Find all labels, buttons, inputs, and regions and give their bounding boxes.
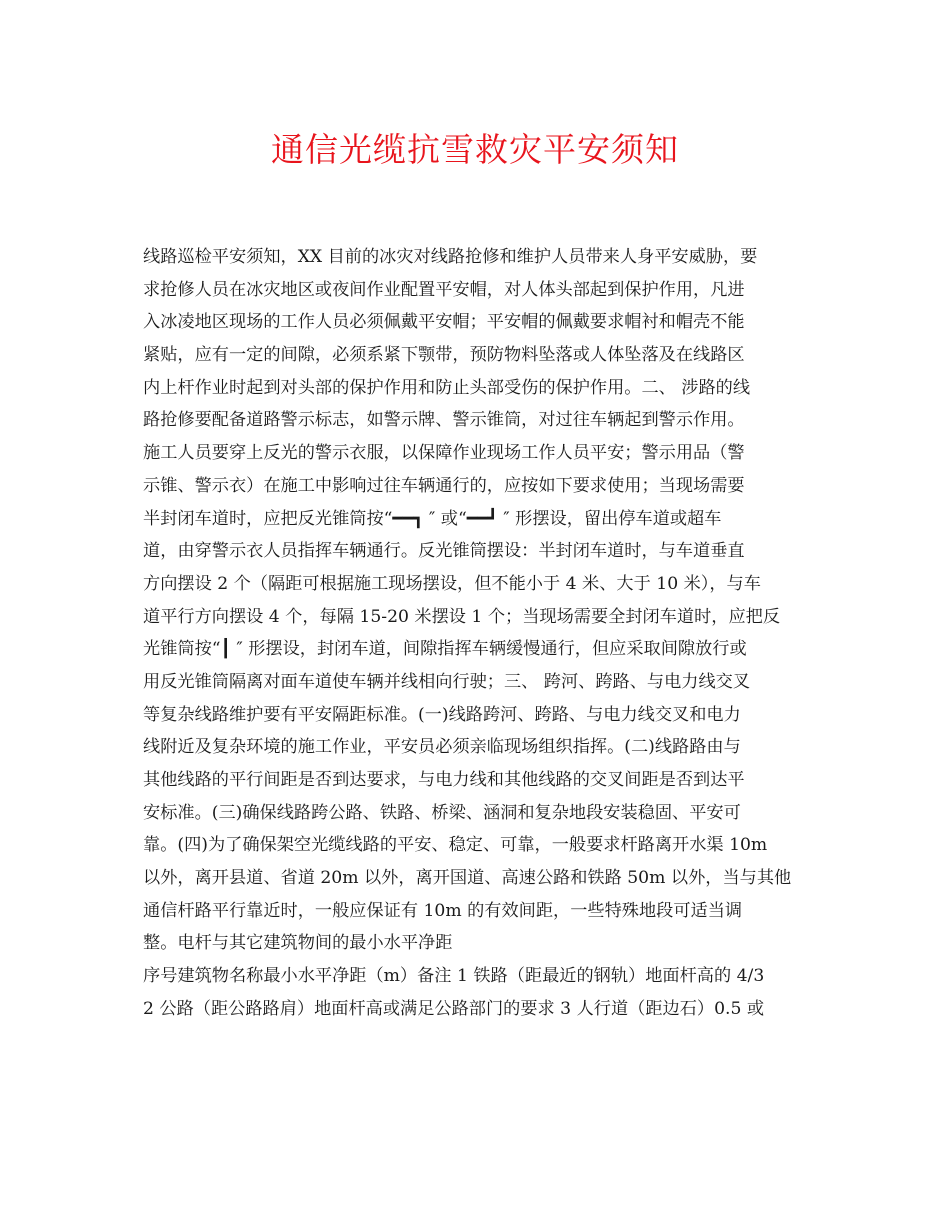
body-line: 路抢修要配备道路警示标志，如警示牌、警示锥筒，对过往车辆起到警示作用。 — [143, 410, 745, 431]
body-line: 线附近及复杂环境的施工作业，平安员必须亲临现场组织指挥。(二)线路路由与 — [143, 737, 741, 758]
body-line: 序号建筑物名称最小水平净距（m）备注 1 铁路（距最近的钢轨）地面杆高的 4/3 — [143, 966, 765, 987]
body-line: 整。电杆与其它建筑物间的最小水平净距 — [143, 933, 453, 954]
body-line: 内上杆作业时起到对头部的保护作用和防止头部受伤的保护作用。二、 涉路的线 — [143, 377, 751, 398]
body-line: 紧贴，应有一定的间隙，必须系紧下颚带，预防物料坠落或人体坠落及在线路区 — [143, 345, 745, 366]
document-body — [143, 241, 808, 1026]
body-line: 等复杂线路维护要有平安隔距标准。(一)线路跨河、跨路、与电力线交叉和电力 — [143, 704, 741, 725]
body-line: 半封闭车道时，应把反光锥筒按“━━┓ ″ 或“━━┛ ″ 形摆设，留出停车道或超车 — [143, 508, 722, 529]
body-line: 施工人员要穿上反光的警示衣服，以保障作业现场工作人员平安；警示用品（警 — [143, 443, 745, 464]
document-title: 通信光缆抗雪救灾平安须知 — [271, 130, 679, 169]
body-line: 示锥、警示衣）在施工中影响过往车辆通行的，应按如下要求使用；当现场需要 — [143, 475, 745, 496]
body-line: 2 公路（距公路路肩）地面杆高或满足公路部门的要求 3 人行道（距边石）0.5 或 — [143, 998, 765, 1019]
body-line: 道，由穿警示衣人员指挥车辆通行。反光锥筒摆设：半封闭车道时，与车道垂直 — [143, 541, 745, 562]
body-line: 线路巡检平安须知，XX 目前的冰灾对线路抢修和维护人员带来人身平安威胁，要 — [143, 247, 758, 267]
body-line: 光锥筒按“┃ ″ 形摆设，封闭车道，间隙指挥车辆缓慢通行，但应采取间隙放行或 — [143, 639, 747, 660]
body-line: 入冰凌地区现场的工作人员必须佩戴平安帽；平安帽的佩戴要求帽衬和帽壳不能 — [143, 312, 745, 333]
body-line: 用反光锥筒隔离对面车道使车辆并线相向行驶；三、 跨河、跨路、与电力线交叉 — [143, 671, 751, 692]
body-line: 方向摆设 2 个（隔距可根据施工现场摆设，但不能小于 4 米、大于 10 米），与车 — [143, 573, 761, 594]
body-line: 靠。(四)为了确保架空光缆线路的平安、稳定、可靠，一般要求杆路离开水渠 10m — [143, 835, 768, 856]
body-line: 道平行方向摆设 4 个，每隔 15-20 米摆设 1 个；当现场需要全封闭车道时，应把反 — [143, 606, 781, 627]
body-line: 其他线路的平行间距是否到达要求，与电力线和其他线路的交叉间距是否到达平 — [143, 770, 745, 790]
body-line: 求抢修人员在冰灾地区或夜间作业配置平安帽，对人体头部起到保护作用，凡进 — [143, 279, 745, 300]
body-line: 以外，离开县道、省道 20m 以外，离开国道、高速公路和铁路 50m 以外，当与其他 — [143, 868, 792, 889]
body-line: 通信杆路平行靠近时，一般应保证有 10m 的有效间距，一些特殊地段可适当调 — [143, 900, 743, 921]
body-line: 安标准。(三)确保线路跨公路、铁路、桥梁、涵洞和复杂地段安装稳固、平安可 — [143, 802, 741, 823]
